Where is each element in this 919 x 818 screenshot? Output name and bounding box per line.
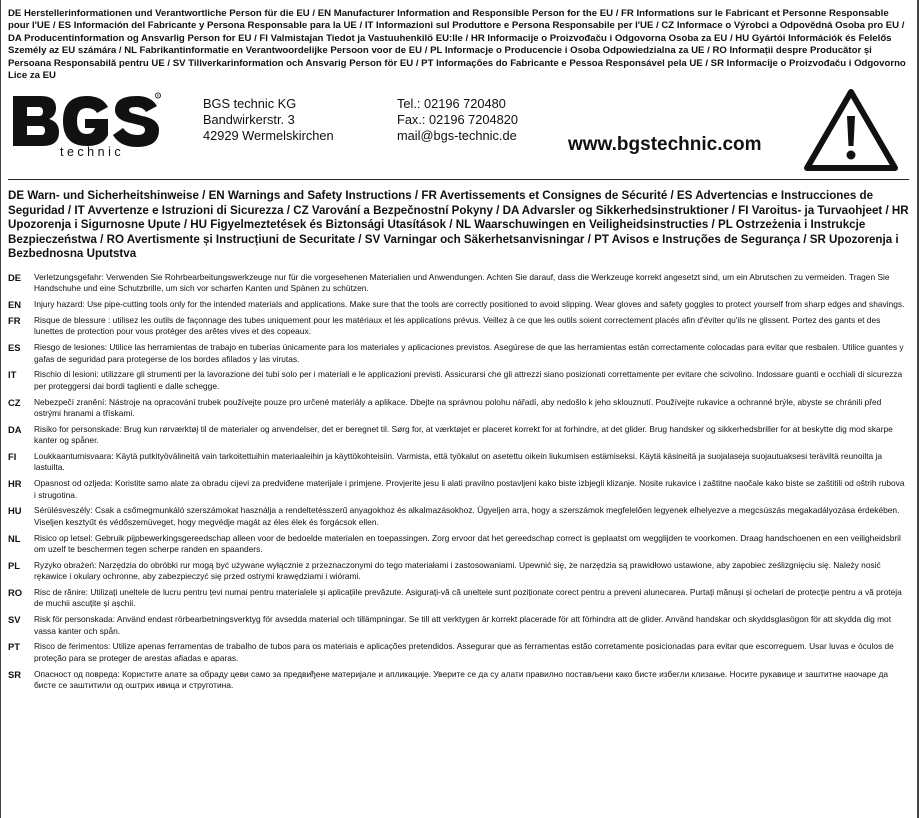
- warning-text: Опасност од повреда: Користите алате за обраду цеви само за предвиђене материјале и апликације. Уверите се да су алати правилно постављени како бисте избегли клизање. Носите рукавице и заштитне наочаре да бисте се заштитили од оштрих ивица и струготина.: [34, 668, 889, 690]
- warning-text: Verletzungsgefahr: Verwenden Sie Rohrbearbeitungswerkzeuge nur für die vorgesehenen Materialien und Anwendungen. Achten Sie darauf, dass die Werkzeuge korrekt angesetzt sind, um ein Abrutschen zu vermeiden. Tragen Sie Handschuhe und eine Schutzbrille, um sich vor scharfen Kanten und Spänen zu schützen.: [34, 271, 890, 294]
- warning-row: [8, 451, 909, 474]
- warning-text: Nebezpečí zranění: Nástroje na opracování trubek používejte pouze pro určené materiály a aplikace. Dbejte na správnou polohu nářadí, aby nedošlo k jeho sklouznutí. Používejte rukavice a ochranné brýle, abyste se chránili před ostrými hranami a třískami.: [34, 396, 882, 418]
- language-code: EN: [8, 299, 22, 311]
- language-code: HU: [8, 505, 22, 517]
- warning-row: [8, 272, 909, 295]
- warning-text: Risque de blessure : utilisez les outils de façonnage des tubes uniquement pour les matériaux et les applications prévus. Veillez à ce que les outils soient correctement placés afin d'éviter qu'ils ne glissent. Portez des gants et des lunettes de protection pour vous protéger des arêtes vives et des copeaux.: [34, 314, 881, 337]
- warning-row: [8, 505, 909, 528]
- warning-triangle-icon: [803, 88, 899, 172]
- warning-text: Ryzyko obrażeń: Narzędzia do obróbki rur mogą być używane wyłącznie z przeznaczonymi do tego materiałami i zastosowaniami. Upewnić się, że narzędzia są prawidłowo ustawione, aby zapobiec ześlizgnięciu się. Należy nosić rękawice i okulary ochronne, aby zabezpieczyć się przed ostrymi krawędziami i wiórami.: [34, 559, 881, 582]
- language-code: DA: [8, 423, 22, 435]
- warning-row: [8, 315, 909, 338]
- language-code: SR: [8, 668, 22, 680]
- language-code: HR: [8, 478, 22, 490]
- warning-text: Risco de ferimentos: Utilize apenas ferramentas de trabalho de tubos para os materiais e aplicações pretendidos. Assegurar que as ferramentas estão corretamente posicionadas para evitar que escorreguem. Usar luvas e óculos de proteção para se proteger de arestas afiadas e aparas.: [34, 641, 894, 663]
- warning-row: [8, 342, 909, 365]
- warning-text: Loukkaantumisvaara: Käytä putkityövälineitä vain tarkoitettuihin materiaaleihin ja käyttökohteisiin. Varmista, että työkalut on asetettu oikein liukumisen estämiseksi. Käytä käsineitä ja suojalaseja suojautuaksesi teräviltä reunoilta ja lastuilta.: [34, 450, 883, 473]
- language-code: PL: [8, 559, 20, 571]
- company-city: 42929 Wermelskirchen: [203, 128, 334, 144]
- warning-row: [8, 533, 909, 556]
- language-code: NL: [8, 532, 21, 544]
- company-email: mail@bgs-technic.de: [397, 128, 517, 144]
- warning-text: Sérülésveszély: Csak a csőmegmunkáló szerszámokat használja a rendeltetésszerű anyagokhoz és alkalmazásokhoz. Ügyeljen arra, hogy a szerszámok megfelelően legyenek elhelyezve a megcsúszás megakadályozása érdekében. Viseljen kesztyűt és védőszemüveget, hogy megvédje magát az éles élek és forgácsok ellen.: [34, 505, 900, 527]
- warnings-list: [8, 272, 909, 691]
- warning-text: Risiko for personskade: Brug kun rørværktøj til de materialer og anvendelser, det er beregnet til. Sørg for, at værktøjet er placeret korrekt for at forhindre, at det glider. Brug handsker og sikkerhedsbriller for at beskytte dig mod skarpe kanter og spåner.: [34, 423, 893, 446]
- language-code: DE: [8, 271, 22, 283]
- warning-text: Opasnost od ozljeda: Koristite samo alate za obradu cijevi za predviđene materijale i primjene. Provjerite jesu li alati pravilno postavljeni kako biste izbjegli klizanje. Nosite rukavice i zaštitne naočale kako biste se zaštitili od oštrih rubova i strugotina.: [34, 478, 905, 500]
- language-code: PT: [8, 641, 20, 653]
- warning-row: [8, 669, 909, 692]
- company-website: www.bgstechnic.com: [568, 134, 762, 156]
- language-code: CZ: [8, 396, 21, 408]
- company-contact: [397, 96, 518, 144]
- safety-instructions-title: DE Warn- und Sicherheitshinweise / EN Warnings and Safety Instructions / FR Avertissements et Consignes de Sécurité / ES Advertencias e Instrucciones de Seguridad / IT Avvertenze e Istruzioni di Sicurezza / CZ Varování a Bezpečnostní Pokyny / DA Advarsler og Sikkerhedsinstruktioner / FI Varoitus- ja Turvaohjeet / HR Upozorenja i Sigurnosne Upute / HU Figyelmeztetések és Biztonsági Utasítások / NL Waarschuwingen en Veiligheidsinstructies / PL Ostrzeżenia i Instrukcje Bezpieczeństwa / RO Avertismente și Instrucțiuni de Securitate / SV Varningar och Säkerhetsanvisningar / PT Avisos e Instruções de Segurança / SR Upozorenja i Bezbednosna Uputstva: [8, 189, 909, 261]
- company-phone: Tel.: 02196 720480: [397, 96, 506, 112]
- warning-row: [8, 397, 909, 420]
- language-code: IT: [8, 369, 17, 381]
- warning-text: Risk för personskada: Använd endast rörbearbetningsverktyg för avsedda material och tillämpningar. Se till att verktygen är korrekt placerade för att förhindra att de glider. Använd handskar och skyddsglasögon för att skydda dig mot vassa kanter och spån.: [34, 614, 892, 636]
- warning-text: Risico op letsel: Gebruik pijpbewerkingsgereedschap alleen voor de bedoelde materialen en toepassingen. Zorg ervoor dat het gereedschap correct is geplaatst om wegglijden te voorkomen. Draag handschoenen en een veiligheidsbril om uzelf te beschermen tegen scherpe randen en spaanders.: [34, 532, 901, 554]
- warning-text: Injury hazard: Use pipe-cutting tools only for the intended materials and applications. Make sure that the tools are correctly positioned to avoid slipping. Wear gloves and safety goggles to protect yourself from sharp edges and shavings.: [34, 299, 905, 310]
- warning-row: [8, 369, 909, 392]
- warning-row: [8, 560, 909, 583]
- warning-row: [8, 478, 909, 501]
- warning-row: [8, 641, 909, 664]
- section-divider: [8, 179, 909, 180]
- company-name: BGS technic KG: [203, 96, 297, 112]
- bgs-logo-icon: [11, 92, 161, 148]
- language-code: RO: [8, 586, 23, 598]
- company-info-row: [8, 88, 909, 174]
- warning-row: [8, 614, 909, 637]
- company-address: [203, 96, 334, 144]
- company-fax: Fax.: 02196 7204820: [397, 112, 518, 128]
- warning-row: [8, 299, 909, 310]
- warning-row: [8, 587, 909, 610]
- language-code: ES: [8, 342, 21, 354]
- warning-row: [8, 424, 909, 447]
- language-code: SV: [8, 614, 21, 626]
- logo-subtitle: technic: [60, 145, 125, 160]
- warning-text: Risc de rănire: Utilizați uneltele de lucru pentru țevi numai pentru materialele și aplicațiile prevăzute. Asigurați-vă că uneltele sunt poziționate corect pentru a preveni alunecarea. Purtați mănuși și ochelari de protecție pentru a vă proteja de muchii ascuțite și așchii.: [34, 586, 902, 609]
- language-code: FI: [8, 450, 17, 462]
- svg-text:R: R: [156, 94, 160, 99]
- warning-text: Riesgo de lesiones: Utilice las herramientas de trabajo en tuberías únicamente para los materiales y aplicaciones previstos. Asegúrese de que las herramientas están correctamente colocadas para evitar que resbalen. Utilice guantes y gafas de seguridad para protegerse de los bordes afilados y las virutas.: [34, 342, 904, 364]
- warning-text: Rischio di lesioni: utilizzare gli strumenti per la lavorazione dei tubi solo per i materiali e le applicazioni previsti. Assicurarsi che gli attrezzi siano posizionati correttamente per evitare che scivolino. Indossare guanti e occhiali di sicurezza per proteggersi dai bordi taglienti e dalle schegge.: [34, 369, 903, 391]
- company-street: Bandwirkerstr. 3: [203, 112, 295, 128]
- language-code: FR: [8, 314, 21, 326]
- manufacturer-info-header: DE Herstellerinformationen und Verantwortliche Person für die EU / EN Manufacturer Information and Responsible Person for the EU / FR Informations sur le Fabricant et Personne Responsable pour l'UE / ES Información del Fabricante y Persona Responsable para la UE / IT Informazioni sul Produttore e Persona Responsabile per l'UE / CZ Informace o Výrobci a Odpovědná Osoba pro EU / DA Producentinformation og Ansvarlig Person for EU / FI Valmistajan Tiedot ja Vastuuhenkilö EU:lle / HR Informacije o Proizvođaču i Odgovorna Osoba za EU / HU Gyártói Információk és Felelős Személy az EU számára / NL Fabrikantinformatie en Verantwoordelijke Persoon voor de EU / PL Informacje o Producencie i Osoba Odpowiedzialna za UE / RO Informații despre Producător și Persoana Responsabilă pentru UE / SV Tillverkarinformation och Ansvarig Person för EU / PT Informações do Fabricante e Pessoa Responsável pela UE / SR Informacije o Proizvođaču i Odgovorno Lice za EU: [8, 8, 906, 82]
